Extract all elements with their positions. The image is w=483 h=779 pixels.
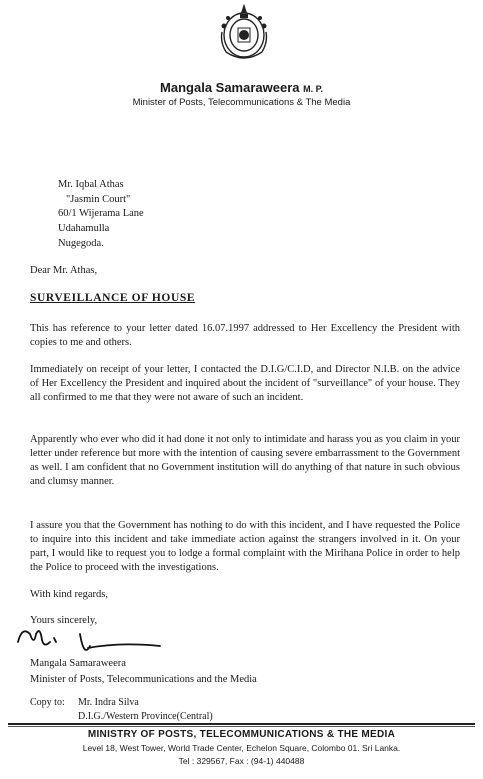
footer-divider <box>8 726 475 727</box>
signatory-title: Minister of Posts, Telecommunications and the Media <box>30 674 257 685</box>
recipient-line: 60/1 Wijerama Lane <box>58 208 144 219</box>
copy-recipient: Mr. Indra Silva <box>78 697 139 708</box>
sender-name-text: Mangala Samaraweera <box>160 80 300 95</box>
recipient-line: Udahamulla <box>58 223 110 234</box>
salutation: Dear Mr. Athas, <box>30 265 98 276</box>
sender-suffix: M. P. <box>303 84 323 94</box>
paragraph: This has reference to your letter dated 16.07.1997 addressed to Her Excellency the President with copies to me and others. <box>30 323 460 348</box>
regards-line: With kind regards, <box>30 589 109 600</box>
recipient-line: "Jasmin Court" <box>66 194 131 205</box>
recipient-line: Nugegoda. <box>58 238 104 249</box>
paragraph: Immediately on receipt of your letter, I contacted the D.I.G/C.I.D, and Director N.I.B. on the advice of Her Excellency the President and inquired about the incident of "surveillance" of your house. They all confirmed to me that they were not aware of such an incident. <box>30 364 460 403</box>
copy-recipient-title: D.I.G./Western Province(Central) <box>78 711 213 722</box>
paragraph: I assure you that the Government has nothing to do with this incident, and I have requested the Police to inquire into this incident and take immediate action against the strangers involved in it. On your part, I would like to request you to lodge a formal complaint with the Mirihana Police in order to help the Police to proceed with the investigations. <box>30 520 460 573</box>
footer-divider <box>8 723 475 725</box>
sri-lanka-emblem-icon <box>216 2 272 66</box>
sender-title: Minister of Posts, Telecommunications & The Media <box>132 97 351 108</box>
yours-sincerely: Yours sincerely, <box>30 615 98 626</box>
footer-ministry: MINISTRY OF POSTS, TELECOMMUNICATIONS & THE MEDIA <box>87 729 396 740</box>
sender-name <box>0 80 483 95</box>
recipient-name: Mr. Iqbal Athas <box>58 179 124 190</box>
paragraph: Apparently who ever who did it had done it not only to intimidate and harass you as you claim in your letter under reference but more with the intention of causing severe embarrassment to the Government as well. I am confident that no Government institution will do anything of that nature in such obvious and clumsy manner. <box>30 434 460 487</box>
footer-contact: Tel : 329567, Fax : (94-1) 440488 <box>178 756 305 766</box>
handwritten-signature <box>10 612 170 662</box>
footer-address: Level 18, West Tower, World Trade Center, Echelon Square, Colombo 01. Sri Lanka. <box>82 743 401 753</box>
subject-heading: SURVEILLANCE OF HOUSE <box>30 292 196 304</box>
copy-label: Copy to: <box>30 697 65 708</box>
signatory-name: Mangala Samaraweera <box>30 658 126 669</box>
